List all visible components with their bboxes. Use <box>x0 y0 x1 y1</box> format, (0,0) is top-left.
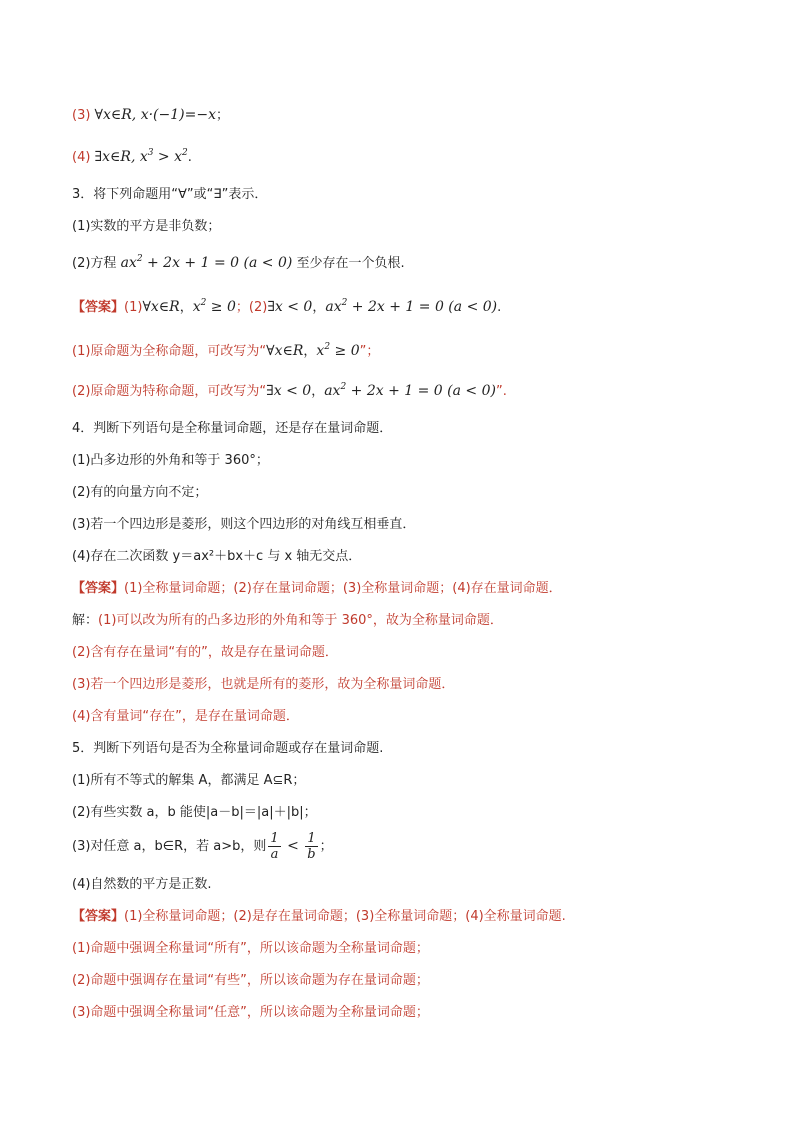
item-3-statement: (3) ∀x∈R, x·(−1)=−x； <box>72 107 229 123</box>
question-5-part-4: (4)自然数的平方是正数. <box>72 877 212 892</box>
fraction-1-over-a: $\frac{1}{a}$ <box>270 831 279 862</box>
question-4-part-4: (4)存在二次函数 y＝ax²＋bx＋c 与 x 轴无交点． <box>72 549 362 564</box>
question-4-part-2: (2)有的向量方向不定； <box>72 485 208 500</box>
answer-4-solution-2: (2)含有存在量词“有的”，故是存在量词命题． <box>72 645 338 660</box>
question-5-part-1: (1)所有不等式的解集 A，都满足 A⊆R； <box>72 773 306 788</box>
question-5-title: 5．判断下列语句是否为全称量词命题或存在量词命题. <box>72 741 384 756</box>
answer-4: 【答案】(1)全称量词命题；(2)存在量词命题；(3)全称量词命题；(4)存在量词命题． <box>72 581 562 596</box>
answer-4-solution-3: (3)若一个四边形是菱形，也就是所有的菱形，故为全称量词命题． <box>72 677 455 692</box>
question-3-part-1: (1)实数的平方是非负数； <box>72 219 221 234</box>
answer-5-explanation-1: (1)命题中强调全称量词“所有”，所以该命题为全称量词命题； <box>72 941 429 956</box>
item-4-statement: (4) ∃x∈R, $x^3 > x^2$. <box>72 148 192 165</box>
question-3-part-2: (2)方程 $ax^2 + 2x + 1 = 0$ (a < 0) 至少存在一个负根. <box>72 254 405 271</box>
question-3-title: 3．将下列命题用“∀”或“∃”表示． <box>72 187 268 202</box>
answer-5-explanation-2: (2)命题中强调存在量词“有些”，所以该命题为存在量词命题； <box>72 973 429 988</box>
answer-3-explanation-1: (1)原命题为全称命题，可改写为“∀x∈R，$x^2 \ge 0$”； <box>72 342 380 359</box>
answer-5-explanation-3: (3)命题中强调全称量词“任意”，所以该命题为全称量词命题； <box>72 1005 429 1020</box>
answer-4-solution-4: (4)含有量词“存在”，是存在量词命题． <box>72 709 299 724</box>
question-4-part-1: (1)凸多边形的外角和等于 360°； <box>72 453 269 468</box>
answer-3-explanation-2: (2)原命题为特称命题，可改写为“∃x < 0，$ax^2 + 2x + 1 = 0$ (a < 0)”. <box>72 382 507 399</box>
answer-4-solution-1: 解：(1)可以改为所有的凸多边形的外角和等于 360°，故为全称量词命题． <box>72 613 503 628</box>
question-4-title: 4．判断下列语句是全称量词命题，还是存在量词命题． <box>72 421 393 436</box>
question-4-part-3: (3)若一个四边形是菱形，则这个四边形的对角线互相垂直． <box>72 517 416 532</box>
question-5-part-2: (2)有些实数 a，b 能使|a－b|＝|a|＋|b|； <box>72 805 317 820</box>
answer-5: 【答案】(1)全称量词命题；(2)是存在量词命题；(3)全称量词命题；(4)全称量词命题. <box>72 909 566 924</box>
question-5-part-3: (3)对任意 a，b∈R，若 a>b，则 $\frac{1}{a}$ < $\frac{1}{b}$ ； <box>72 831 333 862</box>
answer-3: 【答案】(1)∀x∈R，$x^2 \ge 0$；(2)∃x < 0，$ax^2 + 2x + 1 = 0$ (a < 0). <box>72 298 502 315</box>
fraction-1-over-b: $\frac{1}{b}$ <box>307 831 316 862</box>
